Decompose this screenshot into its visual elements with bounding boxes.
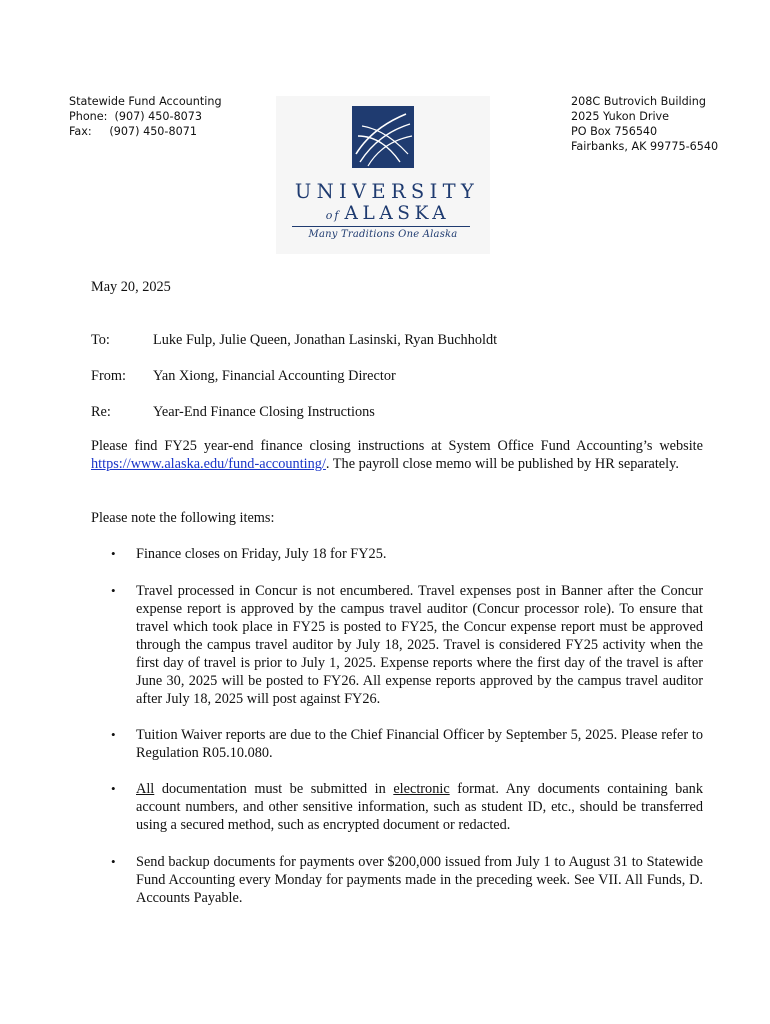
logo-tagline: Many Traditions One Alaska — [308, 229, 458, 240]
from-sender: Yan Xiong, Financial Accounting Director — [153, 368, 396, 384]
list-item — [111, 780, 703, 834]
address-building: 208C Butrovich Building — [571, 95, 706, 108]
bullet-text-rest: format. Any documents containing bank account numbers, and other sensitive information, such as student ID, etc., should be transferred using a secured method, such as encrypted document or redacted. — [136, 781, 703, 833]
bullet-text: Send backup documents for payments over $200,000 issued from July 1 to August 31 to Statewide Fund Accounting every Monday for payments made in the preceding week. See VII. All Funds, D. Accounts Payable. — [136, 854, 703, 906]
university-seal-icon — [352, 106, 414, 168]
logo-university-text: UNIVERSITY — [294, 180, 480, 203]
university-logo — [276, 96, 490, 254]
bullet-icon: • — [111, 854, 116, 869]
bullet-text: Travel processed in Concur is not encumbered. Travel expenses post in Banner after the Concur expense report is approved by the campus travel auditor (Concur processor role). To ensure that travel which took place in FY25 is posted to FY25, the Concur expense report must be approved through the campus travel auditor by July 18, 2025. Travel is considered FY25 activity when the first day of travel is prior to July 1, 2025. Expense reports where the first day of the travel is after June 30, 2025 will be posted to FY26. All expense reports approved by the campus travel auditor after July 18, 2025 will post against FY26. — [136, 583, 703, 707]
intro-text: Please find FY25 year-end finance closing instructions at System Office Fund Accounting’s website — [91, 438, 703, 454]
address-city: Fairbanks, AK 99775-6540 — [571, 140, 719, 153]
bullet-icon: • — [111, 546, 116, 561]
to-label: To: — [91, 332, 110, 348]
fund-accounting-link[interactable]: https://www.alaska.edu/fund-accounting/ — [91, 456, 326, 472]
sender-org: Statewide Fund Accounting — [69, 95, 222, 108]
list-item — [111, 545, 703, 563]
memo-date: May 20, 2025 — [91, 279, 171, 295]
logo-alaska-text: ALASKA — [344, 203, 451, 224]
sender-phone: Phone: (907) 450-8073 — [69, 110, 203, 123]
sender-contact-block — [69, 94, 222, 139]
from-label: From: — [91, 368, 126, 384]
bullet-text: Tuition Waiver reports are due to the Chief Financial Officer by September 5, 2025. Please refer to Regulation R05.10.080. — [136, 727, 703, 761]
bullet-icon: • — [111, 781, 116, 796]
intro-text-after: . The payroll close memo will be published by HR separately. — [325, 456, 679, 472]
intro-paragraph — [91, 437, 703, 473]
bullet-text: Finance closes on Friday, July 18 for FY25. — [136, 546, 387, 562]
logo-of-text: of — [325, 209, 341, 222]
list-item — [111, 726, 703, 762]
logo-divider — [292, 226, 470, 227]
logo-alaska-line — [276, 203, 490, 224]
re-subject: Year-End Finance Closing Instructions — [153, 404, 375, 420]
all-emphasis: All — [136, 781, 155, 797]
bullet-icon: • — [111, 583, 116, 598]
list-item — [111, 853, 703, 907]
note-heading: Please note the following items: — [91, 510, 275, 526]
list-item — [111, 582, 703, 708]
address-pobox: PO Box 756540 — [571, 125, 658, 138]
electronic-emphasis: electronic — [393, 781, 450, 797]
bullet-icon: • — [111, 727, 116, 742]
sender-fax: Fax: (907) 450-8071 — [69, 125, 197, 138]
bullet-text: documentation must be submitted in — [154, 781, 394, 797]
re-label: Re: — [91, 404, 111, 420]
to-recipients: Luke Fulp, Julie Queen, Jonathan Lasinski, Ryan Buchholdt — [153, 332, 498, 348]
office-address-block — [571, 94, 718, 154]
address-street: 2025 Yukon Drive — [571, 110, 670, 123]
